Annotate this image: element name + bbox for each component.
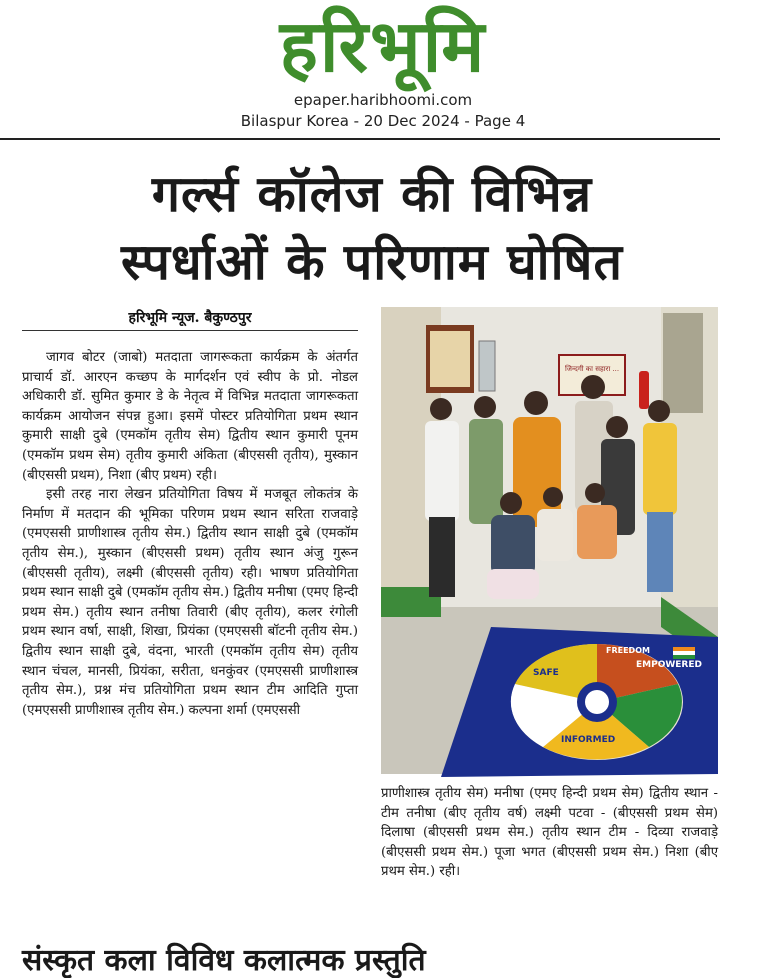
- article-body-left: [22, 348, 358, 720]
- rangoli-word-1: SAFE: [533, 668, 559, 678]
- byline-divider: [22, 330, 358, 331]
- rangoli-word-4: FREEDOM: [606, 646, 650, 655]
- rangoli-word-2: INFORMED: [561, 735, 616, 745]
- edition-info: Bilaspur Korea - 20 Dec 2024 - Page 4: [240, 112, 526, 130]
- wall-sign-text: जिन्दगी का सहारा ...: [564, 365, 620, 373]
- photo-illustration: [381, 307, 718, 774]
- masthead: [0, 0, 766, 140]
- masthead-divider: [0, 138, 720, 140]
- paragraph-1: जागव बोटर (जाबो) मतदाता जागरूकता कार्यक्रम के अंतर्गत प्राचार्य डॉ. आरएन कच्छप के मार्गदर्शन एवं स्वीप के प्रो. नोडल अधिकारी डॉ. सुमित कुमार डे के नेतृत्व में विभिन्न मतदाता जागरूकता कार्यक्रम आयोजन संपन्न हुआ। इसमें पोस्टर प्रतियोगिता प्रथम स्थान कुमारी साक्षी दुबे (एमकॉम तृतीय सेम) द्वितीय स्थान कुमारी पूनम (एमकॉम प्रथम सेम) तृतीय कुमारी अंकिता (बीएससी तृतीय), मुस्कान (बीएससी प्रथम), निशा (बीए प्रथम) रही।: [22, 350, 358, 483]
- headline-line-1: गर्ल्स कॉलेज की विभिन्न: [151, 165, 593, 223]
- rangoli-word-3: EMPOWERED: [636, 660, 702, 670]
- site-url[interactable]: epaper.haribhoomi.com: [293, 91, 473, 109]
- byline: हरिभूमि न्यूज. बैकुण्ठपुर: [128, 310, 252, 326]
- next-article-headline-fragment: [22, 943, 722, 978]
- newspaper-logo: हरिभूमि: [279, 4, 487, 88]
- article-photo: [381, 307, 718, 774]
- article-headline: [22, 160, 722, 296]
- paragraph-2: इसी तरह नारा लेखन प्रतियोगिता विषय में मजबूत लोकतंत्र के निर्माण में मतदान की भूमिका परिणम प्रथम स्थान सरिता राजवाड़े (एमएससी प्राणीशास्त्र तृतीय सेम.) द्वितीय स्थान साक्षी दुबे (एमकॉम तृतीय सेम.), मुस्कान (बीएससी प्रथम) तृतीय स्थान अंजु गुरून (बीएससी तृतीय), लक्ष्मी (बीएससी तृतीय) रही। भाषण प्रतियोगिता प्रथम स्थान साक्षी दुबे (एमकॉम तृतीय सेम.) द्वितीय मनीषा (एमए हिन्दी प्रथम सेम.) तृतीय स्थान तनीषा तिवारी (बीए तृतीय), कलर रंगोली प्रथम स्थान वर्षा, साक्षी, शिखा, प्रियंका (एमएससी बॉटनी तृतीय सेम.) द्वितीय स्थान साक्षी दुबे, वंदना, भारती (एमकॉम तृतीय सेम) तृतीय स्थान चंचल, मानसी, प्रियंका, सरीता, धनकुंवर (एमएससी प्राणीशास्त्र तृतीय सेम.), प्रश्न मंच प्रतियोगिता प्रथम स्थान टीम आदिति गुप्ता (एमएससी प्राणीशास्त्र तृतीय सेम.) कल्पना शर्मा (एमएससी: [22, 487, 358, 718]
- headline-line-2: स्पर्धाओं के परिणाम घोषित: [121, 233, 623, 291]
- article-body-right: [381, 784, 718, 882]
- next-article-text: संस्कृत कला विविध कलात्मक प्रस्तुति: [22, 943, 426, 978]
- paragraph-3: प्राणीशास्त्र तृतीय सेम) मनीषा (एमए हिन्दी प्रथम सेम) द्वितीय स्थान - टीम तनीषा (बीए तृतीय वर्ष) लक्ष्मी पटवा - (बीएससी प्रथम सेम) दिलाषा (बीएससी प्रथम सेम.) तृतीय स्थान टीम - दिव्या राजवाड़े (बीएससी प्रथम सेम.) पूजा भगत (बीएससी प्रथम सेम.) निशा (बीए प्रथम सेम.) रही।: [381, 786, 718, 880]
